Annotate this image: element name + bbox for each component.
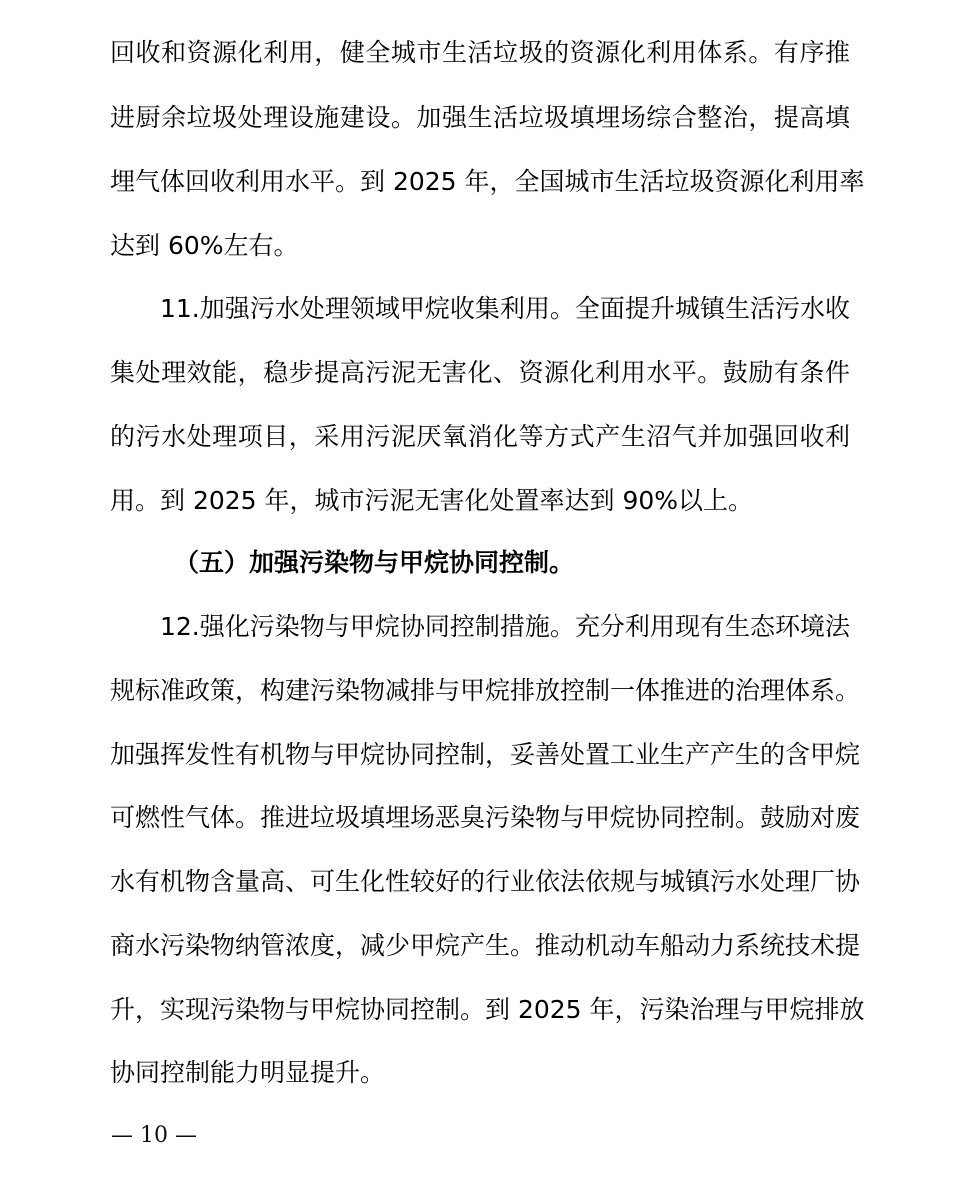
paragraph-2-line-2: 集处理效能，稳步提高污泥无害化、资源化利用水平。鼓励有条件	[110, 358, 850, 387]
paragraph-2-line-4: 用。到 2025 年，城市污泥无害化处置率达到 90%以上。	[110, 486, 754, 515]
section-heading: （五）加强污染物与甲烷协同控制。	[174, 548, 575, 577]
paragraph-3-line-7: 升，实现污染物与甲烷协同控制。到 2025 年，污染治理与甲烷排放	[110, 995, 865, 1024]
paragraph-1-line-2: 进厨余垃圾处理设施建设。加强生活垃圾填埋场综合整治，提高填	[110, 103, 850, 132]
paragraph-3-line-1: 12.强化污染物与甲烷协同控制措施。充分利用现有生态环境法	[160, 612, 850, 641]
paragraph-2-line-1: 11.加强污水处理领域甲烷收集利用。全面提升城镇生活污水收	[160, 294, 850, 323]
paragraph-2-line-3: 的污水处理项目，采用污泥厌氧消化等方式产生沼气并加强回收利	[110, 422, 850, 451]
paragraph-3-line-8: 协同控制能力明显提升。	[110, 1058, 386, 1087]
paragraph-3-line-6: 商水污染物纳管浓度，减少甲烷产生。推动机动车船动力系统技术提	[110, 931, 861, 960]
paragraph-3-line-3: 加强挥发性有机物与甲烷协同控制，妥善处置工业生产产生的含甲烷	[110, 740, 861, 769]
paragraph-1-line-3: 埋气体回收利用水平。到 2025 年，全国城市生活垃圾资源化利用率	[110, 167, 865, 196]
paragraph-3-line-2: 规标准政策，构建污染物减排与甲烷排放控制一体推进的治理体系。	[110, 676, 861, 705]
page-number: — 10 —	[111, 1123, 197, 1148]
paragraph-3-line-5: 水有机物含量高、可生化性较好的行业依法依规与城镇污水处理厂协	[110, 867, 861, 896]
paragraph-3-line-4: 可燃性气体。推进垃圾填埋场恶臭污染物与甲烷协同控制。鼓励对废	[110, 803, 861, 832]
paragraph-1-line-4: 达到 60%左右。	[110, 231, 299, 260]
paragraph-1-line-1: 回收和资源化利用，健全城市生活垃圾的资源化利用体系。有序推	[110, 38, 850, 67]
